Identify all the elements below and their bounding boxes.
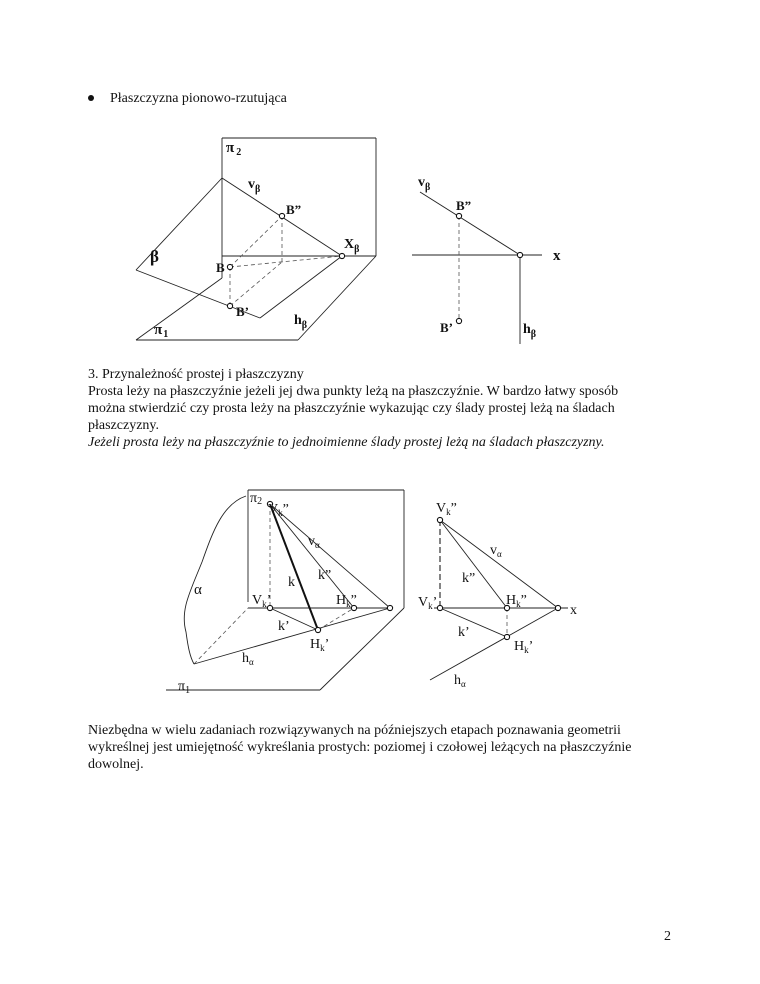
b-to-b2-dash xyxy=(230,216,282,267)
pi1-left-dash xyxy=(194,608,248,664)
label-pi1: $\pi_1$ xyxy=(178,679,191,696)
section-line-2: można stwierdzić czy prosta leży na płaszczyźnie wykazując czy ślady prostej leżą na śladach xyxy=(88,401,615,416)
label-b2: B” xyxy=(456,198,472,213)
label-vk2: $V_k$” xyxy=(268,502,289,518)
label-b2: B” xyxy=(286,202,302,217)
label-b1: B’ xyxy=(440,320,453,335)
alpha-curved-edge xyxy=(184,496,246,664)
figure1-right-diagram xyxy=(380,160,580,360)
label-hk1: $H_k$’ xyxy=(514,639,534,655)
pi1-right-edge xyxy=(298,256,376,340)
b-to-x-dash xyxy=(230,256,342,267)
label-v-alpha: $v_\alpha$ xyxy=(308,534,320,550)
label-h-beta: $h_\beta$ xyxy=(523,322,537,340)
label-vk1: $V_k$’ xyxy=(252,593,272,609)
label-hk2: $H_k$” xyxy=(336,593,357,609)
section-line-3: płaszczyzny. xyxy=(88,418,159,433)
label-hk1: $H_k$’ xyxy=(310,637,330,653)
point-b1 xyxy=(227,303,232,308)
point-hk1 xyxy=(315,627,320,632)
closing-paragraph xyxy=(88,722,688,773)
pi1-right-edge xyxy=(320,608,404,690)
point-b1 xyxy=(456,318,461,323)
label-b1: B’ xyxy=(236,304,249,319)
point-x-alpha xyxy=(555,605,560,610)
closing-line-2: wykreślnej jest umiejętność wykreślania prostych: poziomej i czołowej leżących na płaszczyźnie xyxy=(88,740,632,755)
label-beta: β xyxy=(150,247,159,266)
v-alpha-trace xyxy=(270,504,390,608)
h-alpha-trace xyxy=(194,608,390,664)
point-x xyxy=(339,253,344,258)
figure2-right-diagram xyxy=(410,490,610,700)
figure1-left-diagram xyxy=(130,130,390,350)
label-h-alpha: $h_\alpha$ xyxy=(454,673,466,689)
label-k2: k” xyxy=(462,571,476,586)
closing-line-1: Niezbędna w wielu zadaniach rozwiązywanych na późniejszych etapach poznawania geometrii xyxy=(88,723,621,738)
page-number: 2 xyxy=(664,929,671,944)
section-line-1: Prosta leży na płaszczyźnie jeżeli jej dwa punkty leżą na płaszczyźnie. W bardzo łatwy sposób xyxy=(88,384,619,399)
label-x: x xyxy=(553,248,561,264)
label-vk1: $V_k$’ xyxy=(418,595,438,611)
point-x xyxy=(517,252,522,257)
label-pi1: $\pi_1$ xyxy=(154,322,169,340)
label-h-alpha: $h_\alpha$ xyxy=(242,651,254,667)
figure2-left-diagram xyxy=(160,482,420,702)
label-alpha: α xyxy=(194,582,202,598)
h-trace-line xyxy=(260,256,342,318)
section-3-text xyxy=(88,366,668,451)
label-b: B xyxy=(216,260,225,275)
label-h-beta: $h_\beta$ xyxy=(294,313,308,331)
closing-line-3: dowolnej. xyxy=(88,757,144,772)
label-v-beta: $v_\beta$ xyxy=(418,175,431,193)
point-b xyxy=(227,264,232,269)
v-alpha-trace xyxy=(440,520,558,608)
label-v-beta: $v_\beta$ xyxy=(248,177,261,195)
label-x: x xyxy=(570,603,577,618)
k2-projection xyxy=(440,520,507,608)
label-pi2: π2 xyxy=(250,491,263,507)
section-italic-rule: Jeżeli prosta leży na płaszczyźnie to jednoimienne ślady prostej leżą na śladach płaszczyzny. xyxy=(88,435,605,450)
label-k: k xyxy=(288,575,295,590)
label-vk2: $V_k$” xyxy=(436,501,457,517)
label-x-beta: $X_\beta$ xyxy=(344,237,360,255)
label-v-alpha: $v_\alpha$ xyxy=(490,543,502,559)
point-vk1 xyxy=(437,605,442,610)
label-k1: k’ xyxy=(278,619,290,634)
point-b2 xyxy=(279,213,284,218)
bullet-icon xyxy=(88,95,94,101)
section-heading: 3. Przynależność prostej i płaszczyzny xyxy=(88,367,304,382)
point-hk1 xyxy=(504,634,509,639)
point-b2 xyxy=(456,213,461,218)
label-k1: k’ xyxy=(458,625,470,640)
label-hk2: $H_k$” xyxy=(506,593,527,609)
pi1-left-edge xyxy=(136,278,222,340)
point-x-alpha xyxy=(387,605,392,610)
bullet-heading: Płaszczyzna pionowo-rzutująca xyxy=(110,91,287,106)
b1-link-dash xyxy=(230,262,282,306)
beta-top-edge xyxy=(136,178,222,270)
h-alpha-trace xyxy=(430,608,558,680)
label-pi2: π $_2$ xyxy=(226,140,242,158)
k1-projection xyxy=(440,608,507,637)
point-vk2 xyxy=(437,517,442,522)
label-k2: k” xyxy=(318,568,332,583)
